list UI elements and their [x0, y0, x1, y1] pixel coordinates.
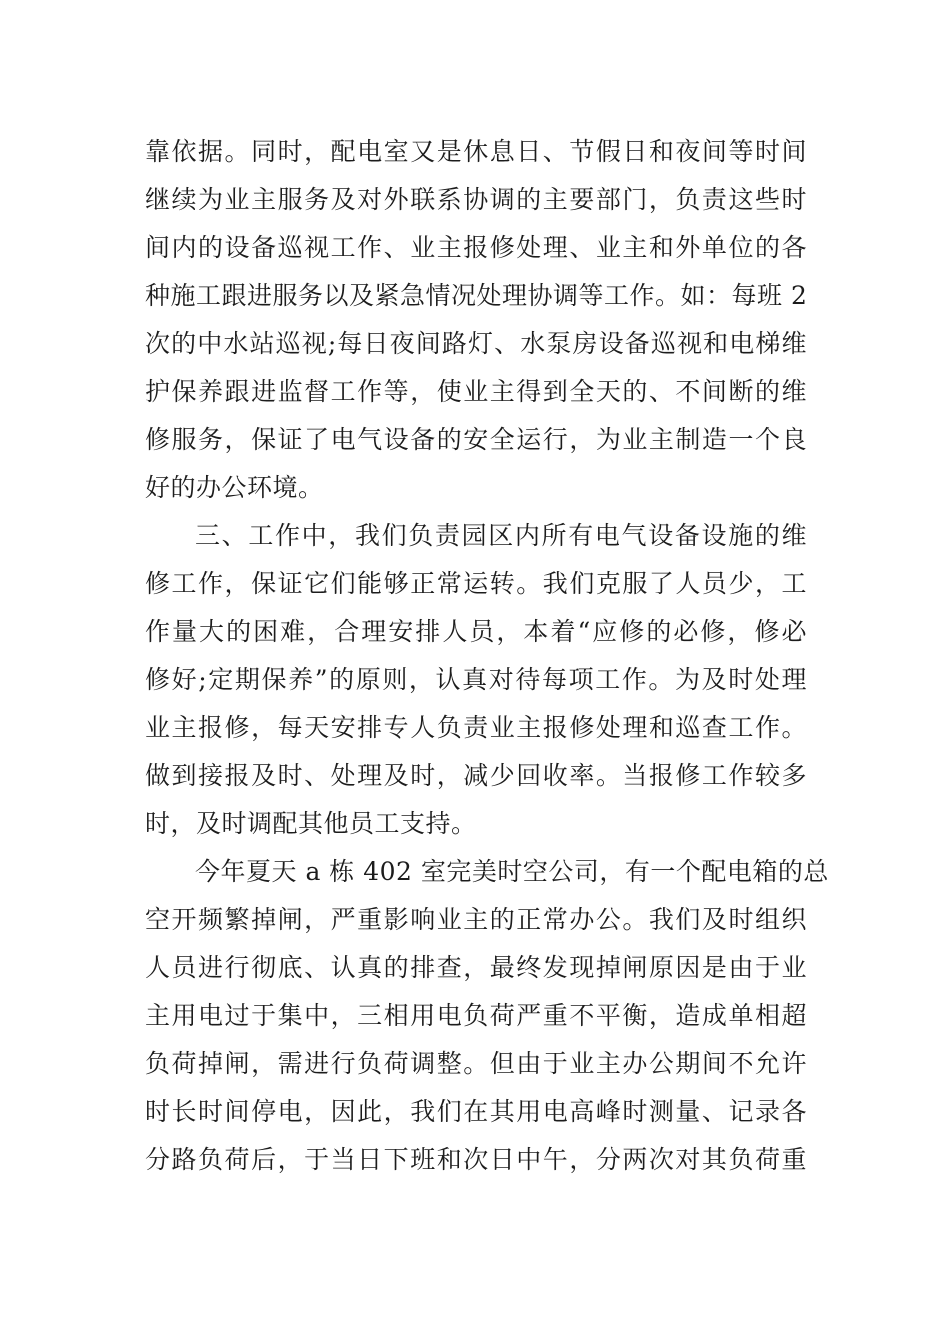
- text-line: 继续为业主服务及对外联系协调的主要部门，负责这些时: [145, 185, 807, 214]
- text-line: 间内的设备巡视工作、业主报修处理、业主和外单位的各: [145, 233, 807, 262]
- text-line: 修服务，保证了电气设备的安全运行，为业主制造一个良: [145, 425, 807, 454]
- text-line: 业主报修，每天安排专人负责业主报修处理和巡查工作。: [145, 713, 807, 742]
- text-line: 分路负荷后，于当日下班和次日中午，分两次对其负荷重: [145, 1145, 807, 1174]
- text-line: 人员进行彻底、认真的排查，最终发现掉闸原因是由于业: [145, 953, 807, 982]
- text-line: 做到接报及时、处理及时，减少回收率。当报修工作较多: [145, 761, 807, 790]
- text-line: 时长时间停电，因此，我们在其用电高峰时测量、记录各: [145, 1097, 807, 1126]
- text-line: 时，及时调配其他员工支持。: [145, 809, 477, 838]
- text-line: 靠依据。同时，配电室又是休息日、节假日和夜间等时间: [145, 137, 807, 166]
- text-line: 修工作，保证它们能够正常运转。我们克服了人员少，工: [145, 569, 807, 598]
- text-line: 作量大的困难，合理安排人员，本着“应修的必修，修必: [145, 617, 807, 646]
- text-line: 护保养跟进监督工作等，使业主得到全天的、不间断的维: [145, 377, 807, 406]
- text-line: 空开频繁掉闸，严重影响业主的正常办公。我们及时组织: [145, 905, 807, 934]
- text-line: 次的中水站巡视;每日夜间路灯、水泵房设备巡视和电梯维: [145, 329, 807, 358]
- paragraph-first-line: 今年夏天 a 栋 402 室完美时空公司，有一个配电箱的总: [195, 857, 829, 886]
- text-line: 负荷掉闸，需进行负荷调整。但由于业主办公期间不允许: [145, 1049, 807, 1078]
- document-body: [145, 128, 829, 1184]
- text-line: 好的办公环境。: [145, 473, 324, 502]
- text-line: 修好;定期保养”的原则，认真对待每项工作。为及时处理: [145, 665, 807, 694]
- text-line: 主用电过于集中，三相用电负荷严重不平衡，造成单相超: [145, 1001, 807, 1030]
- paragraph-first-line: 三、工作中，我们负责园区内所有电气设备设施的维: [195, 521, 807, 550]
- text-line: 种施工跟进服务以及紧急情况处理协调等工作。如：每班 2: [145, 281, 808, 310]
